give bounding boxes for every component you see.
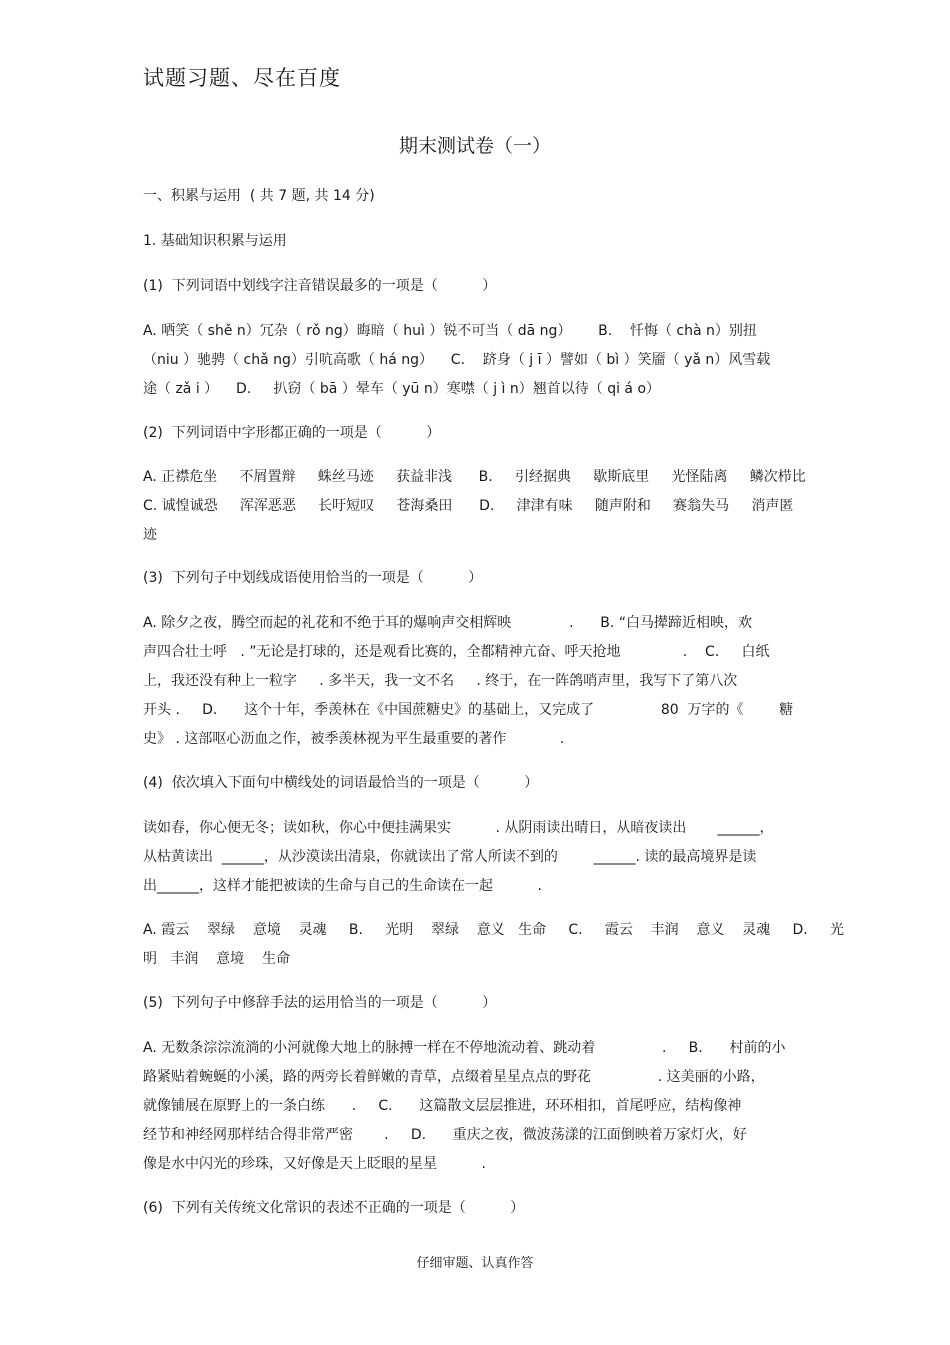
question-heading: 1. 基础知识积累与运用 — [143, 233, 287, 249]
page-footer: 仔细审题、认真作答 — [416, 1256, 534, 1271]
question-4-prompt: (4) 依次填入下面句中横线处的词语最恰当的一项是（ ） — [143, 775, 539, 791]
question-2-options-line: 迹 — [143, 527, 157, 543]
question-1-prompt: (1) 下列词语中划线字注音错误最多的一项是（ ） — [143, 278, 497, 294]
question-3-options-line: 上，我还没有种上一粒字 . 多半天，我一文不名 . 终于，在一阵鸽哨声里，我写下了第八次 — [143, 673, 738, 689]
question-3-options-line: 史》 . 这部呕心沥血之作，被季羡林视为平生最重要的著作 . — [143, 731, 565, 747]
question-1-options-line: 途（ zǎ i ） D. 扒窃（ bā ）晕车（ yū n）寒噤（ j ì n）翘首以待（ qi á o） — [143, 381, 661, 397]
section-heading: 一、积累与运用 ( 共 7 题, 共 14 分) — [143, 188, 375, 204]
page-header: 试题习题、尽在百度 — [143, 66, 341, 90]
question-1-options-line: （niu ）驰骋（ chǎ ng）引吭高歌（ há ng） C. 跻身（ j ī ）譬如（ bì ）笑靥（ yǎ n）风雪载 — [143, 352, 771, 368]
question-4-passage-line: 读如春，你心便无冬；读如秋，你心中便挂满果实 . 从阴雨读出晴日，从暗夜读出 ______， — [143, 820, 774, 836]
question-3-options-line: 开头 . D. 这个十年，季羡林在《中国蔗糖史》的基础上，又完成了 80 万字的《 糖 — [143, 702, 794, 718]
question-2-options-line: A. 正襟危坐 不屑置辩 蛛丝马迹 获益非浅 B. 引经据典 歇斯底里 光怪陆离 鳞次栉比 — [143, 469, 806, 485]
question-2-prompt: (2) 下列词语中字形都正确的一项是（ ） — [143, 425, 441, 441]
question-4-options-line: A. 霞云 翠绿 意境 灵魂 B. 光明 翠绿 意义 生命 C. 霞云 丰润 意义 灵魂 D. 光 — [143, 922, 845, 938]
question-5-prompt: (5) 下列句子中修辞手法的运用恰当的一项是（ ） — [143, 995, 497, 1011]
question-3-options-line: A. 除夕之夜，腾空而起的礼花和不绝于耳的爆响声交相辉映 . B. “白马撵蹄近相映，欢 — [143, 615, 752, 631]
question-2-options-line: C. 诚惶诚恐 浑浑恶恶 长吁短叹 苍海桑田 D. 津津有味 随声附和 赛翁失马 消声匿 — [143, 498, 794, 514]
question-5-options-line: A. 无数条淙淙流淌的小河就像大地上的脉搏一样在不停地流动着、跳动着 . B. 村前的小 — [143, 1040, 786, 1056]
page-title: 期末测试卷（一） — [398, 135, 551, 157]
question-3-options-line: 声四合壮士呼 . ”无论是打球的，还是观看比赛的，全都精神亢奋、呼天抢地 . C. 白纸 — [143, 644, 770, 660]
question-4-options-line: 明 丰润 意境 生命 — [143, 951, 290, 967]
question-4-passage-line: 出______，这样才能把被读的生命与自己的生命读在一起 . — [143, 878, 542, 894]
question-6-prompt: (6) 下列有关传统文化常识的表述不正确的一项是（ ） — [143, 1200, 525, 1216]
question-5-options-line: 就像铺展在原野上的一条白练 . C. 这篇散文层层推进，环环相扣，首尾呼应，结构像神 — [143, 1098, 742, 1114]
question-4-passage-line: 从枯黄读出 ______，从沙漠读出清泉，你就读出了常人所读不到的 ______. 读的最高境界是读 — [143, 849, 757, 865]
question-5-options-line: 路紧贴着蜿蜒的小溪，路的两旁长着鲜嫩的青草，点缀着星星点点的野花 . 这美丽的小路， — [143, 1069, 765, 1085]
question-1-options-line: A. 哂笑（ shě n）冗杂（ rǒ ng）晦暗（ huì ）锐不可当（ dā ng） B. 忏悔（ chà n）别扭 — [143, 323, 757, 339]
question-3-prompt: (3) 下列句子中划线成语使用恰当的一项是（ ） — [143, 570, 483, 586]
question-5-options-line: 像是水中闪光的珍珠，又好像是天上眨眼的星星 . — [143, 1156, 486, 1172]
question-5-options-line: 经节和神经网那样结合得非常严密 . D. 重庆之夜，微波荡漾的江面倒映着万家灯火，好 — [143, 1127, 747, 1143]
